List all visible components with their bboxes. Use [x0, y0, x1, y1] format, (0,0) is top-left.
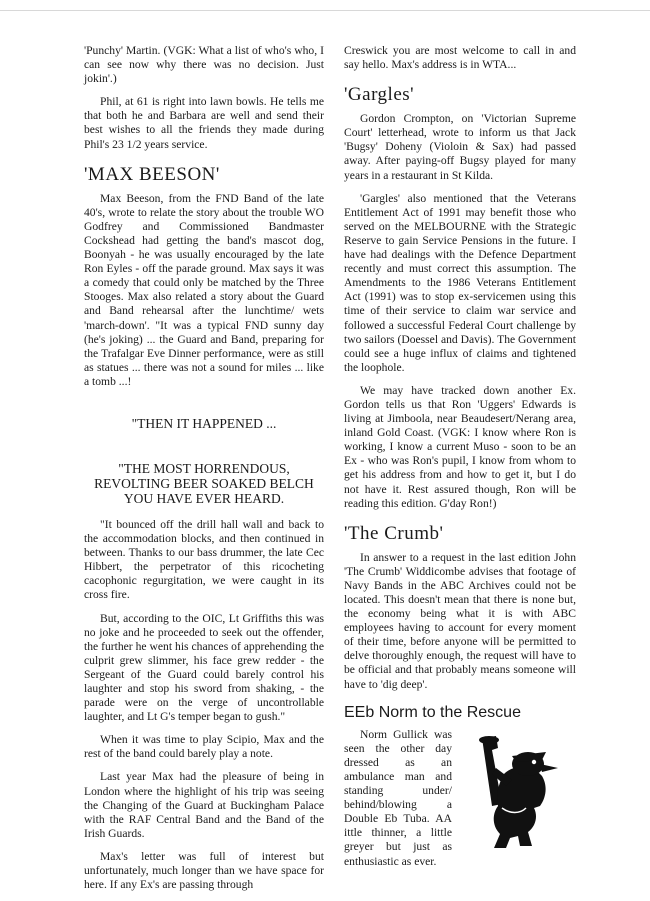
veterans-act-paragraph: 'Gargles' also mentioned that the Veterans Entitlement Act of 1991 may benefit those who served on the MELBOURNE with the Strategic Reserve to gain Service Pensions in the future. I have had dealings with the Defence Department recently and must correct this assumption. The Amendments to the 1986 Veterans Entitlement Act (1991) was to stop ex-servicemen using this time of their service to claim war service and followed a successful Federal Court challenge by two sailors (Doessel and Davis). The Government could see a huge influx of claims and tightened the loophole. [344, 191, 576, 374]
crompton-paragraph: Gordon Crompton, on 'Victorian Supreme Court' letterhead, wrote to inform us that Jack 'Bugsy' Doheny (Violoin & Sax) had passed away. After paying-off Bugsy played for many years in a restaurant in St Kilda. [344, 112, 576, 182]
bounced-paragraph: "It bounced off the drill hall wall and back to the accommodation blocks, and then continued in between. Thanks to our bass drummer, the late Cec Hibbert, the perpetrator of this ricocheting cacophonic regurgitation, we were caught in its cross fire. [84, 517, 324, 602]
tuba-player-cartoon-icon [462, 734, 566, 854]
right-column [344, 44, 576, 878]
crumb-paragraph: In answer to a request in the last edition John 'The Crumb' Widdicombe advises that footage of Navy Bands in the ABC Archives could not be located. This doesn't mean that there is none but, the economy being what it is with ABC employees having to account for every moment of their time, before anyone will be permitted to delve thoroughly enough, the request will have to be official and that probably means someone will have to 'dig deep'. [344, 550, 576, 691]
norm-paragraph: Norm Gullick was seen the other day dressed as an ambulance man and standing under/ behind/blowing a Double Eb Tuba. AA ittle thinner, a little greyer but just as enthusiastic as ever. [344, 727, 452, 868]
london-paragraph: Last year Max had the pleasure of being in London where the highlight of his trip was seeing the Changing of the Guard at Buckingham Palace with the RAF Central Band and the Band of the Irish Guards. [84, 770, 324, 840]
max-beeson-heading: 'MAX BEESON' [84, 163, 220, 185]
phil-paragraph: Phil, at 61 is right into lawn bowls. He tells me that both he and Barbara are well and send their best wishes to all the friends they made during Phil's 23 1/2 years service. [84, 95, 324, 151]
uggers-paragraph: We may have tracked down another Ex. Gordon tells us that Ron 'Uggers' Edwards is living at Jimboola, near Beaudesert/Nerang area, inland Gold Coast. (VGK: I know where Ron is working, I know a current Muso - soon to be an Ex - who was Ron's pupil, I know from whom to get his address from and how to get it, but I do not have it. Rest assured though, Ron will be reading this edition. G'day Ron!) [344, 383, 576, 510]
then-it-happened-heading: "THEN IT HAPPENED ... [131, 415, 277, 431]
scipio-paragraph: When it was time to play Scipio, Max and the rest of the band could barely play a note. [84, 733, 324, 761]
horrendous-belch-heading: "THE MOST HORRENDOUS, REVOLTING BEER SOAKED BELCH YOU HAVE EVER HEARD. [94, 460, 314, 506]
oic-paragraph: But, according to the OIC, Lt Griffiths this was no joke and he proceeded to seek out the offender, the further he went his chances of apprehending the culprit grew slimmer, his face grew redder - the Sergeant of the Guard could barely control his laughter and stop his sword from shaking, - the parade were on the verge of uncontrollable laughter, and Lt G's temper began to gush." [84, 611, 324, 724]
left-column [84, 44, 324, 901]
creswick-paragraph: Creswick you are most welcome to call in and say hello. Max's address is in WTA... [344, 44, 576, 72]
gargles-heading: 'Gargles' [344, 84, 415, 106]
max-story-paragraph: Max Beeson, from the FND Band of the late 40's, wrote to relate the story about the trouble WO Godfrey and Commissioned Bandmaster Cockshead had getting the band's mascot dog, Boonyah - he was usually encouraged by the late Ron Eyles - off the parade ground. Max says it was a comedy that could only be matched by the Three Stooges. Max also related a story about the Guard and Band rehearsal after the lunchtime/ wets 'march-down'. "It was a typical FND sunny day (he's joking) ... the Guard and Band, preparing for the Trafalgar Eve Dinner performance, were as still as statues ... there was not a sound for miles ... like a tomb ...! [84, 191, 324, 388]
norm-heading: EEb Norm to the Rescue [344, 703, 521, 721]
max-letter-paragraph: Max's letter was full of interest but unfortunately, much longer than we have space for here. If any Ex's are passing through [84, 849, 324, 892]
norm-section [344, 728, 576, 869]
crumb-heading: 'The Crumb' [344, 522, 444, 544]
punchy-paragraph: 'Punchy' Martin. (VGK: What a list of who's who, I can see now why there was no decision. Just jokin'.) [84, 44, 324, 86]
scan-edge [0, 0, 650, 11]
